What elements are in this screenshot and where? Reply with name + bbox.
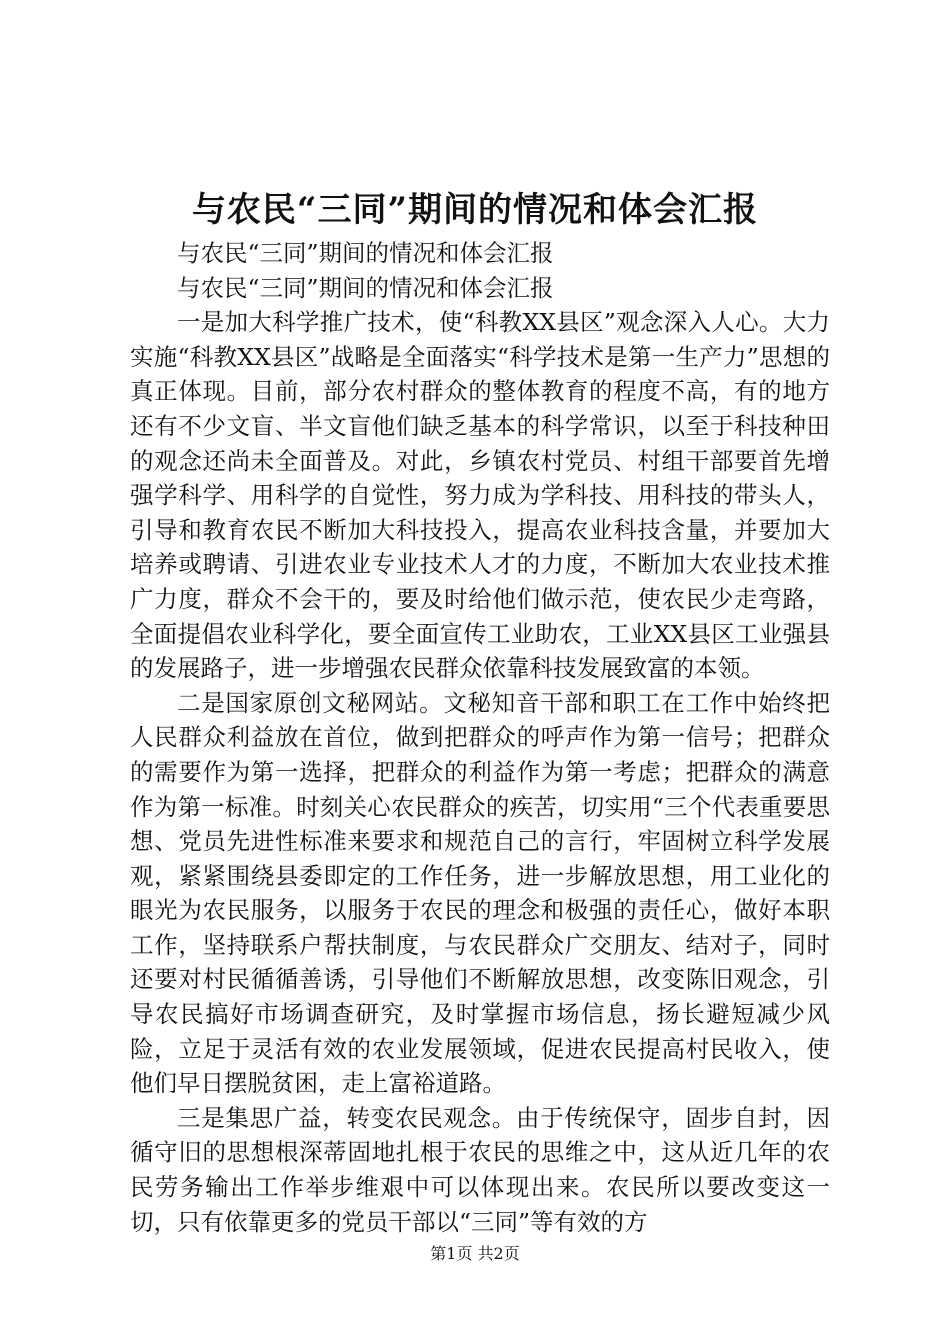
body-paragraph: 二是国家原创文秘网站。文秘知音干部和职工在工作中始终把人民群众利益放在首位，做到把群众的呼声作为第一信号；把群众的需要作为第一选择，把群众的利益作为第一考虑；把群众的满意作为第一标准。时刻关心农民群众的疾苦，切实用“三个代表重要思想、党员先进性标准来要求和规范自己的言行，牢固树立科学发展观，紧紧围绕县委即定的工作任务，进一步解放思想，用工业化的眼光为农民服务，以服务于农民的理念和极强的责任心，做好本职工作，坚持联系户帮扶制度，与农民群众广交朋友、结对子，同时还要对村民循循善诱，引导他们不断解放思想，改变陈旧观念，引导农民搞好市场调查研究，及时掌握市场信息，扬长避短减少风险，立足于灵活有效的农业发展领域，促进农民提高村民收入，使他们早日摆脱贫困，走上富裕道路。 (130, 688, 830, 1098)
document-body (130, 236, 830, 1239)
document-subtitle: 与农民“三同”期间的情况和体会汇报 (177, 239, 554, 267)
body-paragraph: 三是集思广益，转变农民观念。由于传统保守，固步自封，因循守旧的思想根深蒂固地扎根于农民的思维之中，这从近几年的农民劳务输出工作举步维艰中可以体现出来。农民所以要改变这一切，只有依靠更多的党员干部以“三同”等有效的方 (130, 1103, 830, 1236)
body-paragraph: 一是加大科学推广技术，使“科教XX县区”观念深入人心。大力实施“科教XX县区”战略是全面落实“科学技术是第一生产力”思想的真正体现。目前，部分农村群众的整体教育的程度不高，有的地方还有不少文盲、半文盲他们缺乏基本的科学常识，以至于科技种田的观念还尚未全面普及。对此，乡镇农村党员、村组干部要首先增强学科学、用科学的自觉性，努力成为学科技、用科技的带头人，引导和教育农民不断加大科技投入，提高农业科技含量，并要加大培养或聘请、引进农业专业技术人才的力度，不断加大农业技术推广力度，群众不会干的，要及时给他们做示范，使农民少走弯路，全面提倡农业科学化，要全面宣传工业助农，工业XX县区工业强县的发展路子，进一步增强农民群众依靠科技发展致富的本领。 (130, 308, 830, 683)
document-title: 与农民“三同”期间的情况和体会汇报 (191, 190, 759, 230)
document-subtitle: 与农民“三同”期间的情况和体会汇报 (177, 273, 554, 302)
page-number-footer: 第1页 共2页 (430, 1244, 520, 1263)
